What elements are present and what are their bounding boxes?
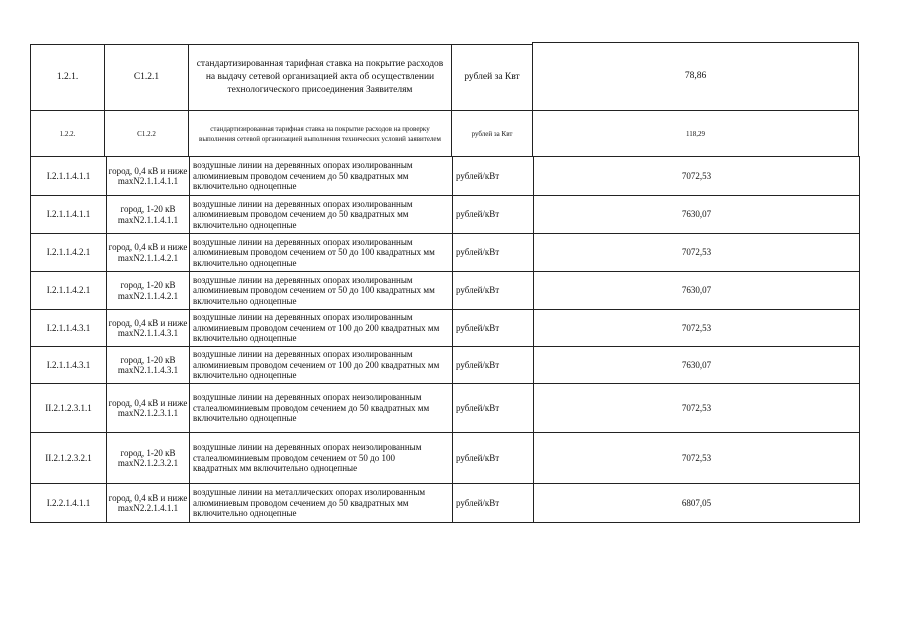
category-text: город, 0,4 кВ и ниже maxN2.1.1.4.1.1	[108, 165, 188, 186]
unit-text: рублей/кВт	[456, 247, 500, 258]
row-2-code	[30, 195, 107, 234]
top-row-1-value	[532, 42, 859, 111]
row-1-code	[30, 156, 107, 196]
row-9-description	[189, 483, 453, 523]
row-5-category	[106, 309, 190, 347]
unit-text: рублей/кВт	[456, 285, 500, 296]
value-text: 6807,05	[681, 497, 712, 508]
row-5-unit	[452, 309, 534, 347]
top-row-1-subcode	[104, 44, 189, 111]
row-7-value	[533, 383, 860, 433]
unit-text: рублей/кВт	[456, 359, 500, 370]
row-6-code	[30, 346, 107, 384]
value-text: 7630,07	[681, 359, 712, 370]
row-4-code	[30, 271, 107, 310]
description-text: воздушные линии на деревянных опорах неизолированным сталеалюминиевым проводом сечением до 50 квадратных мм включительно одноцепные	[193, 392, 430, 424]
unit-text: рублей/кВт	[456, 322, 500, 333]
top-row-2-value	[532, 110, 859, 157]
row-3-category	[106, 233, 190, 272]
row-9-code	[30, 483, 107, 523]
value-text: 7072,53	[681, 402, 712, 413]
row-9-unit	[452, 483, 534, 523]
top-row-2-unit	[451, 110, 533, 157]
category-text: город, 1-20 кВ maxN2.1.1.4.2.1	[117, 280, 179, 301]
row-3-code	[30, 233, 107, 272]
unit-text: рублей/кВт	[456, 452, 500, 463]
row-9-category	[106, 483, 190, 523]
value-text: 7630,07	[681, 209, 712, 220]
row-8-unit	[452, 432, 534, 484]
row-6-value	[533, 346, 860, 384]
description-text: стандартизированная тарифная ставка на покрытие расходов на проверку выполнения сетевой организацией выполнения технических условий заявителем	[199, 124, 441, 143]
value-text: 7072,53	[681, 247, 712, 258]
row-8-category	[106, 432, 190, 484]
row-3-unit	[452, 233, 534, 272]
subcode-text: С1.2.2	[137, 129, 156, 138]
row-5-description	[189, 309, 453, 347]
row-9-value	[533, 483, 860, 523]
row-5-code	[30, 309, 107, 347]
row-6-description	[189, 346, 453, 384]
row-4-category	[106, 271, 190, 310]
row-7-description	[189, 383, 453, 433]
top-row-1-unit	[451, 44, 533, 111]
row-2-unit	[452, 195, 534, 234]
top-row-1-description	[188, 44, 452, 111]
row-2-category	[106, 195, 190, 234]
description-text: воздушные линии на деревянных опорах изолированным алюминиевым проводом сечением от 50 до 100 квадратных мм включительно одноцепные	[193, 274, 435, 306]
code-text: I.2.1.1.4.2.1	[46, 247, 91, 258]
unit-text: рублей за Квт	[471, 129, 513, 138]
category-text: город, 0,4 кВ и ниже maxN2.2.1.4.1.1	[108, 492, 188, 513]
description-text: воздушные линии на деревянных опорах изолированным алюминиевым проводом сечением от 50 до 100 квадратных мм включительно одноцепные	[193, 236, 435, 268]
row-8-description	[189, 432, 453, 484]
category-text: город, 1-20 кВ maxN2.1.1.4.1.1	[117, 204, 179, 225]
row-1-value	[533, 156, 860, 196]
value-text: 7072,53	[681, 452, 712, 463]
code-text: I.2.1.1.4.3.1	[46, 359, 91, 370]
description-text: воздушные линии на деревянных опорах изолированным алюминиевым проводом сечением от 100 до 200 квадратных мм включительно одноцепные	[193, 349, 440, 381]
row-7-category	[106, 383, 190, 433]
code-text: 1.2.2.	[59, 129, 76, 138]
category-text: город, 0,4 кВ и ниже maxN2.1.1.4.3.1	[108, 317, 188, 338]
row-8-value	[533, 432, 860, 484]
unit-text: рублей за Квт	[464, 72, 520, 82]
top-row-1-code	[30, 44, 105, 111]
value-text: 7072,53	[681, 170, 712, 181]
description-text: стандартизированная тарифная ставка на покрытие расходов на выдачу сетевой организацией акта об осуществлении технологического присоединения Заявителям	[196, 59, 444, 95]
row-1-category	[106, 156, 190, 196]
row-7-unit	[452, 383, 534, 433]
code-text: 1.2.1.	[56, 72, 79, 82]
unit-text: рублей/кВт	[456, 402, 500, 413]
category-text: город, 1-20 кВ maxN2.1.1.4.3.1	[117, 354, 179, 375]
row-4-description	[189, 271, 453, 310]
code-text: I.2.1.1.4.2.1	[46, 285, 91, 296]
description-text: воздушные линии на деревянных опорах неизолированным сталеалюминиевым проводом сечением от 50 до 100 квадратных мм включительно одноцепные	[193, 442, 422, 474]
top-row-2-code	[30, 110, 105, 157]
value-text: 118,29	[686, 129, 705, 138]
top-row-2-description	[188, 110, 452, 157]
row-2-description	[189, 195, 453, 234]
row-1-unit	[452, 156, 534, 196]
description-text: воздушные линии на деревянных опорах изолированным алюминиевым проводом сечением до 50 квадратных мм включительно одноцепные	[193, 198, 413, 230]
top-row-2-subcode	[104, 110, 189, 157]
row-8-code	[30, 432, 107, 484]
description-text: воздушные линии на деревянных опорах изолированным алюминиевым проводом сечением от 100 до 200 квадратных мм включительно одноцепные	[193, 312, 440, 344]
category-text: город, 1-20 кВ maxN2.1.2.3.2.1	[117, 447, 179, 468]
row-4-value	[533, 271, 860, 310]
row-4-unit	[452, 271, 534, 310]
row-1-description	[189, 156, 453, 196]
row-6-category	[106, 346, 190, 384]
description-text: воздушные линии на металлических опорах изолированным алюминиевым проводом сечением до 50 квадратных мм включительно одноцепные	[193, 487, 426, 519]
code-text: I.2.1.1.4.3.1	[46, 322, 91, 333]
value-text: 7072,53	[681, 322, 712, 333]
value-text: 7630,07	[681, 285, 712, 296]
unit-text: рублей/кВт	[456, 170, 500, 181]
code-text: I.2.1.1.4.1.1	[46, 209, 91, 220]
code-text: II.2.1.2.3.2.1	[45, 452, 92, 463]
value-text: 78,86	[684, 71, 707, 81]
code-text: II.2.1.2.3.1.1	[45, 402, 92, 413]
row-3-description	[189, 233, 453, 272]
description-text: воздушные линии на деревянных опорах изолированным алюминиевым проводом сечением до 50 квадратных мм включительно одноцепные	[193, 160, 413, 192]
row-3-value	[533, 233, 860, 272]
row-7-code	[30, 383, 107, 433]
unit-text: рублей/кВт	[456, 497, 500, 508]
row-2-value	[533, 195, 860, 234]
code-text: I.2.2.1.4.1.1	[46, 497, 91, 508]
code-text: I.2.1.1.4.1.1	[46, 170, 91, 181]
row-6-unit	[452, 346, 534, 384]
category-text: город, 0,4 кВ и ниже maxN2.1.1.4.2.1	[108, 242, 188, 263]
row-5-value	[533, 309, 860, 347]
subcode-text: С1.2.1	[133, 72, 160, 82]
category-text: город, 0,4 кВ и ниже maxN2.1.2.3.1.1	[108, 397, 188, 418]
unit-text: рублей/кВт	[456, 209, 500, 220]
